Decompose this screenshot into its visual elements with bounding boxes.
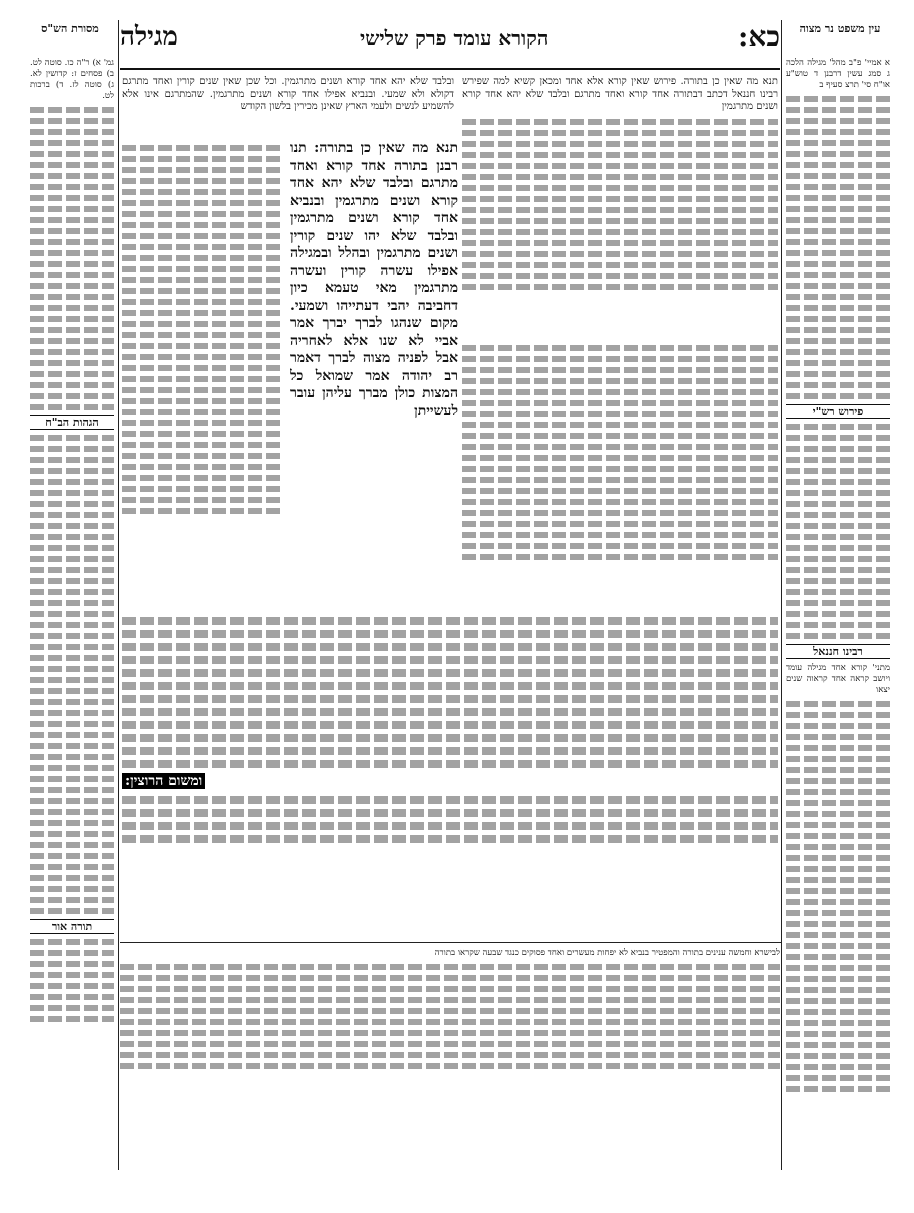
gemara-continuation <box>122 612 778 938</box>
ein-mishpat-label: עין משפט נר מצוה <box>799 22 881 35</box>
tosafot-commentary-body <box>122 140 282 600</box>
bottom-footnotes <box>120 948 780 1088</box>
daf-number: כא: <box>738 20 780 53</box>
rashi-label: פירוש רש"י <box>786 404 890 419</box>
highlighted-phrase: ומשום הרוצין: <box>122 773 205 789</box>
rabbenu-chananel-text: מתני' קורא אחד מגילה עומד ויושב קראה אחד קראוה שנים יצאו <box>786 663 890 695</box>
rabbenu-chananel-title: רבינו חננאל <box>786 644 890 659</box>
hagahot-habach-title: הגהות הב"ח <box>30 415 114 430</box>
masoret-hashas-label: מסורת הש"ס <box>41 22 99 35</box>
tractate-title: מגילה <box>120 22 178 52</box>
tosafot-commentary-top <box>122 76 454 136</box>
tosafot-text: ובלבד שלא יהא אחד קורא ושנים מתרגמין. וכל שכן שאין שנים קורין ואחד מתרגם דקולא ולא שמעי. ובנביא אפילו אחד קורא ושנים מתרגמין. שהמתרגם אינו אלא להשמיע לנשים ולעמי הארץ שאינן מכירין בלשון הקודש <box>122 76 454 112</box>
right-margin-column <box>786 58 890 1168</box>
rashi-commentary-body <box>462 340 778 610</box>
gemara-main-text <box>290 140 458 580</box>
page-header <box>120 20 780 70</box>
ein-mishpat-text: א אמיי' פ"ב מהל' מגילה הלכה ג סמג עשין דרבנן ד טוש"ע או"ח סי' תרצ סעיף ב <box>786 58 890 90</box>
gemara-text: תנא מה שאין כן בתורה: תנו רבנן בתורה אחד קורא ואחד מתרגם ובלבד שלא יהא אחד קורא ושנים מתרגמין ובנביא אחד קורא ושנים מתרגמין ובלבד שלא יהו שנים קורין ושנים מתרגמין ובהלל ובמגילה אפילו עשרה קורין ועשרה מתרגמין מאי טעמא כיון דחביבה יהבי דעתייהו ושמעי. מקום שנהגו לברך יברך אמר אביי לא שנו אלא לאחריה אבל לפניה מצוה לברך דאמר רב יהודה אמר שמואל כל המצות כולן מברך עליהן עובר לעשייתן <box>290 140 458 419</box>
rashi-text: תנא מה שאין כן בתורה. פירוש שאין קורא אלא אחד ומכאן קשיא למה שפירש רבינו חננאל דכתב דבתורה אחד קורא ואחד מתרגם ובלבד שלא יהא אחד קורא ושנים מתרגמין <box>462 76 778 112</box>
footnote-text: לבישרא וחמשה ענינים בתורה והמפטיר בנביא לא יפחות מעשרים ואחד פסוקים כנגד שבעה שקראו בתורה <box>434 948 780 958</box>
left-margin-column <box>30 58 114 1168</box>
masoret-hashas-text: גמ' א) ר"ה כו. סוטה לט. ב) פסחים ז: קדושין לא. ג) סוטה לז. ד) ברכות לט. <box>30 58 114 101</box>
chapter-title: הקורא עומד פרק שלישי <box>360 26 549 50</box>
rashi-commentary <box>462 76 778 336</box>
torah-or-title: תורה אור <box>30 919 114 934</box>
